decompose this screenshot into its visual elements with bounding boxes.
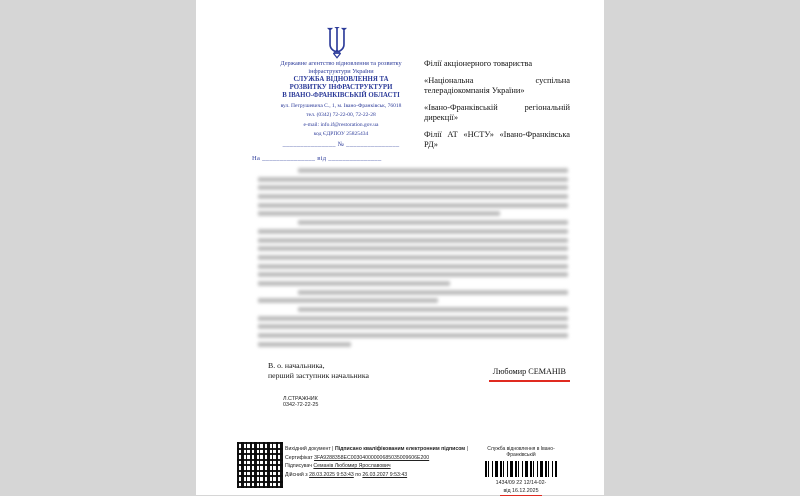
blurred-text-line (258, 203, 568, 208)
validity-to: 26.03.2027 9:53:43 (362, 471, 408, 478)
qr-code (237, 442, 283, 488)
org-name-line3: В ІВАНО-ФРАНКІВСЬКІЙ ОБЛАСТІ (282, 92, 400, 100)
signer-title-line2: перший заступник начальника (268, 370, 369, 380)
blurred-text-line (298, 290, 568, 295)
org-phone: тел. (0342) 72-22-00, 72-22-28 (306, 112, 376, 119)
doc-type-label-end: | (465, 446, 468, 452)
validity-from: 28.03.2025 9:53:43 (309, 471, 354, 478)
addressee-line-4: Філії АТ «НСТУ» «Івано-Франківська РД» (424, 130, 570, 149)
reply-reference-blank-line: На _______________ від _______________ (252, 154, 382, 162)
executor-contact-block (283, 396, 318, 409)
signed-qualified-label: Підписано кваліфікованим електронним підписом (334, 446, 466, 452)
blurred-text-line (258, 177, 568, 182)
org-name-line2: РОЗВИТКУ ІНФРАСТРУКТУРИ (289, 84, 393, 92)
signer-name-block (489, 361, 570, 382)
addressee-block (424, 59, 570, 150)
org-edrpou: код ЄДРПОУ 25825434 (313, 131, 369, 138)
barcode (485, 461, 557, 477)
blurred-text-line (258, 298, 438, 303)
blurred-text-line (258, 238, 568, 243)
validity-separator: по (353, 471, 363, 478)
certificate-value: 3FA9288358EC00304000000685035009606E200 (314, 454, 430, 461)
esignature-doc-type-line (285, 446, 471, 452)
org-address: вул. Петрушевича С., 1, м. Івано-Франківськ, 76018 (280, 102, 402, 109)
blurred-text-line (298, 168, 568, 173)
addressee-line-2: «Національна суспільна телерадіокомпанія України» (424, 76, 570, 95)
blurred-text-line (258, 185, 568, 190)
blurred-text-line (258, 229, 568, 234)
certificate-label: Сертифікат (285, 454, 315, 461)
stamp-org-name: Служба відновлення в Івано-Франківській (487, 446, 555, 458)
org-email: e-mail: info.if@restoration.gov.ua (303, 121, 379, 128)
blurred-text-line (258, 281, 450, 286)
signer-label: Підписувач (285, 463, 314, 470)
signer-title-line1: В. о. начальника, (268, 361, 325, 370)
executor-name: Л.СТРАЖНИК (283, 396, 318, 402)
blurred-text-line (298, 307, 568, 312)
validity-line (285, 472, 471, 478)
stamp-registration-number: 1434/09 22 12/14-02- (495, 479, 547, 486)
certificate-line (285, 455, 471, 461)
agency-name-line1: Державне агентство відновлення та розвитку (280, 60, 402, 67)
blurred-text-line (258, 246, 568, 251)
blurred-text-line (258, 255, 568, 260)
signer-line (285, 463, 471, 469)
org-name-line1: СЛУЖБА ВІДНОВЛЕННЯ ТА (293, 76, 389, 83)
agency-name-line2: інфраструктури України (308, 67, 374, 75)
blurred-text-line (258, 324, 568, 329)
blurred-text-line (258, 264, 568, 269)
executor-phone: 0342-72-22-25 (283, 402, 319, 409)
signer-name: Любомир СЕМАНІВ (489, 367, 570, 382)
blurred-text-line (258, 316, 568, 321)
blurred-text-line (258, 342, 351, 347)
doc-type-label: Вихідний документ | (285, 446, 335, 452)
registration-stamp-block (473, 446, 569, 496)
addressee-line-1: Філії акціонерного товариства (424, 59, 533, 68)
blurred-text-line (258, 211, 500, 216)
addressee-line-3: «Івано-Франківській регіональній дирекції» (424, 103, 570, 122)
doc-number-blank-line: _______________ № _______________ (282, 140, 400, 148)
esignature-info-block (285, 446, 471, 480)
signer-fullname: Семанів Любомир Ярославович (313, 463, 391, 470)
letterhead (246, 60, 436, 162)
blurred-text-line (298, 220, 568, 225)
stamp-registration-date: від 16.12.2025 (500, 488, 541, 496)
validity-label: Дійсний з (285, 471, 310, 478)
ukraine-trident-emblem-icon (324, 27, 350, 59)
blurred-text-line (258, 333, 568, 338)
document-page (196, 0, 604, 495)
signer-title-block (268, 361, 369, 380)
blurred-body-text (258, 168, 568, 350)
blurred-text-line (258, 272, 568, 277)
blurred-text-line (258, 194, 568, 199)
